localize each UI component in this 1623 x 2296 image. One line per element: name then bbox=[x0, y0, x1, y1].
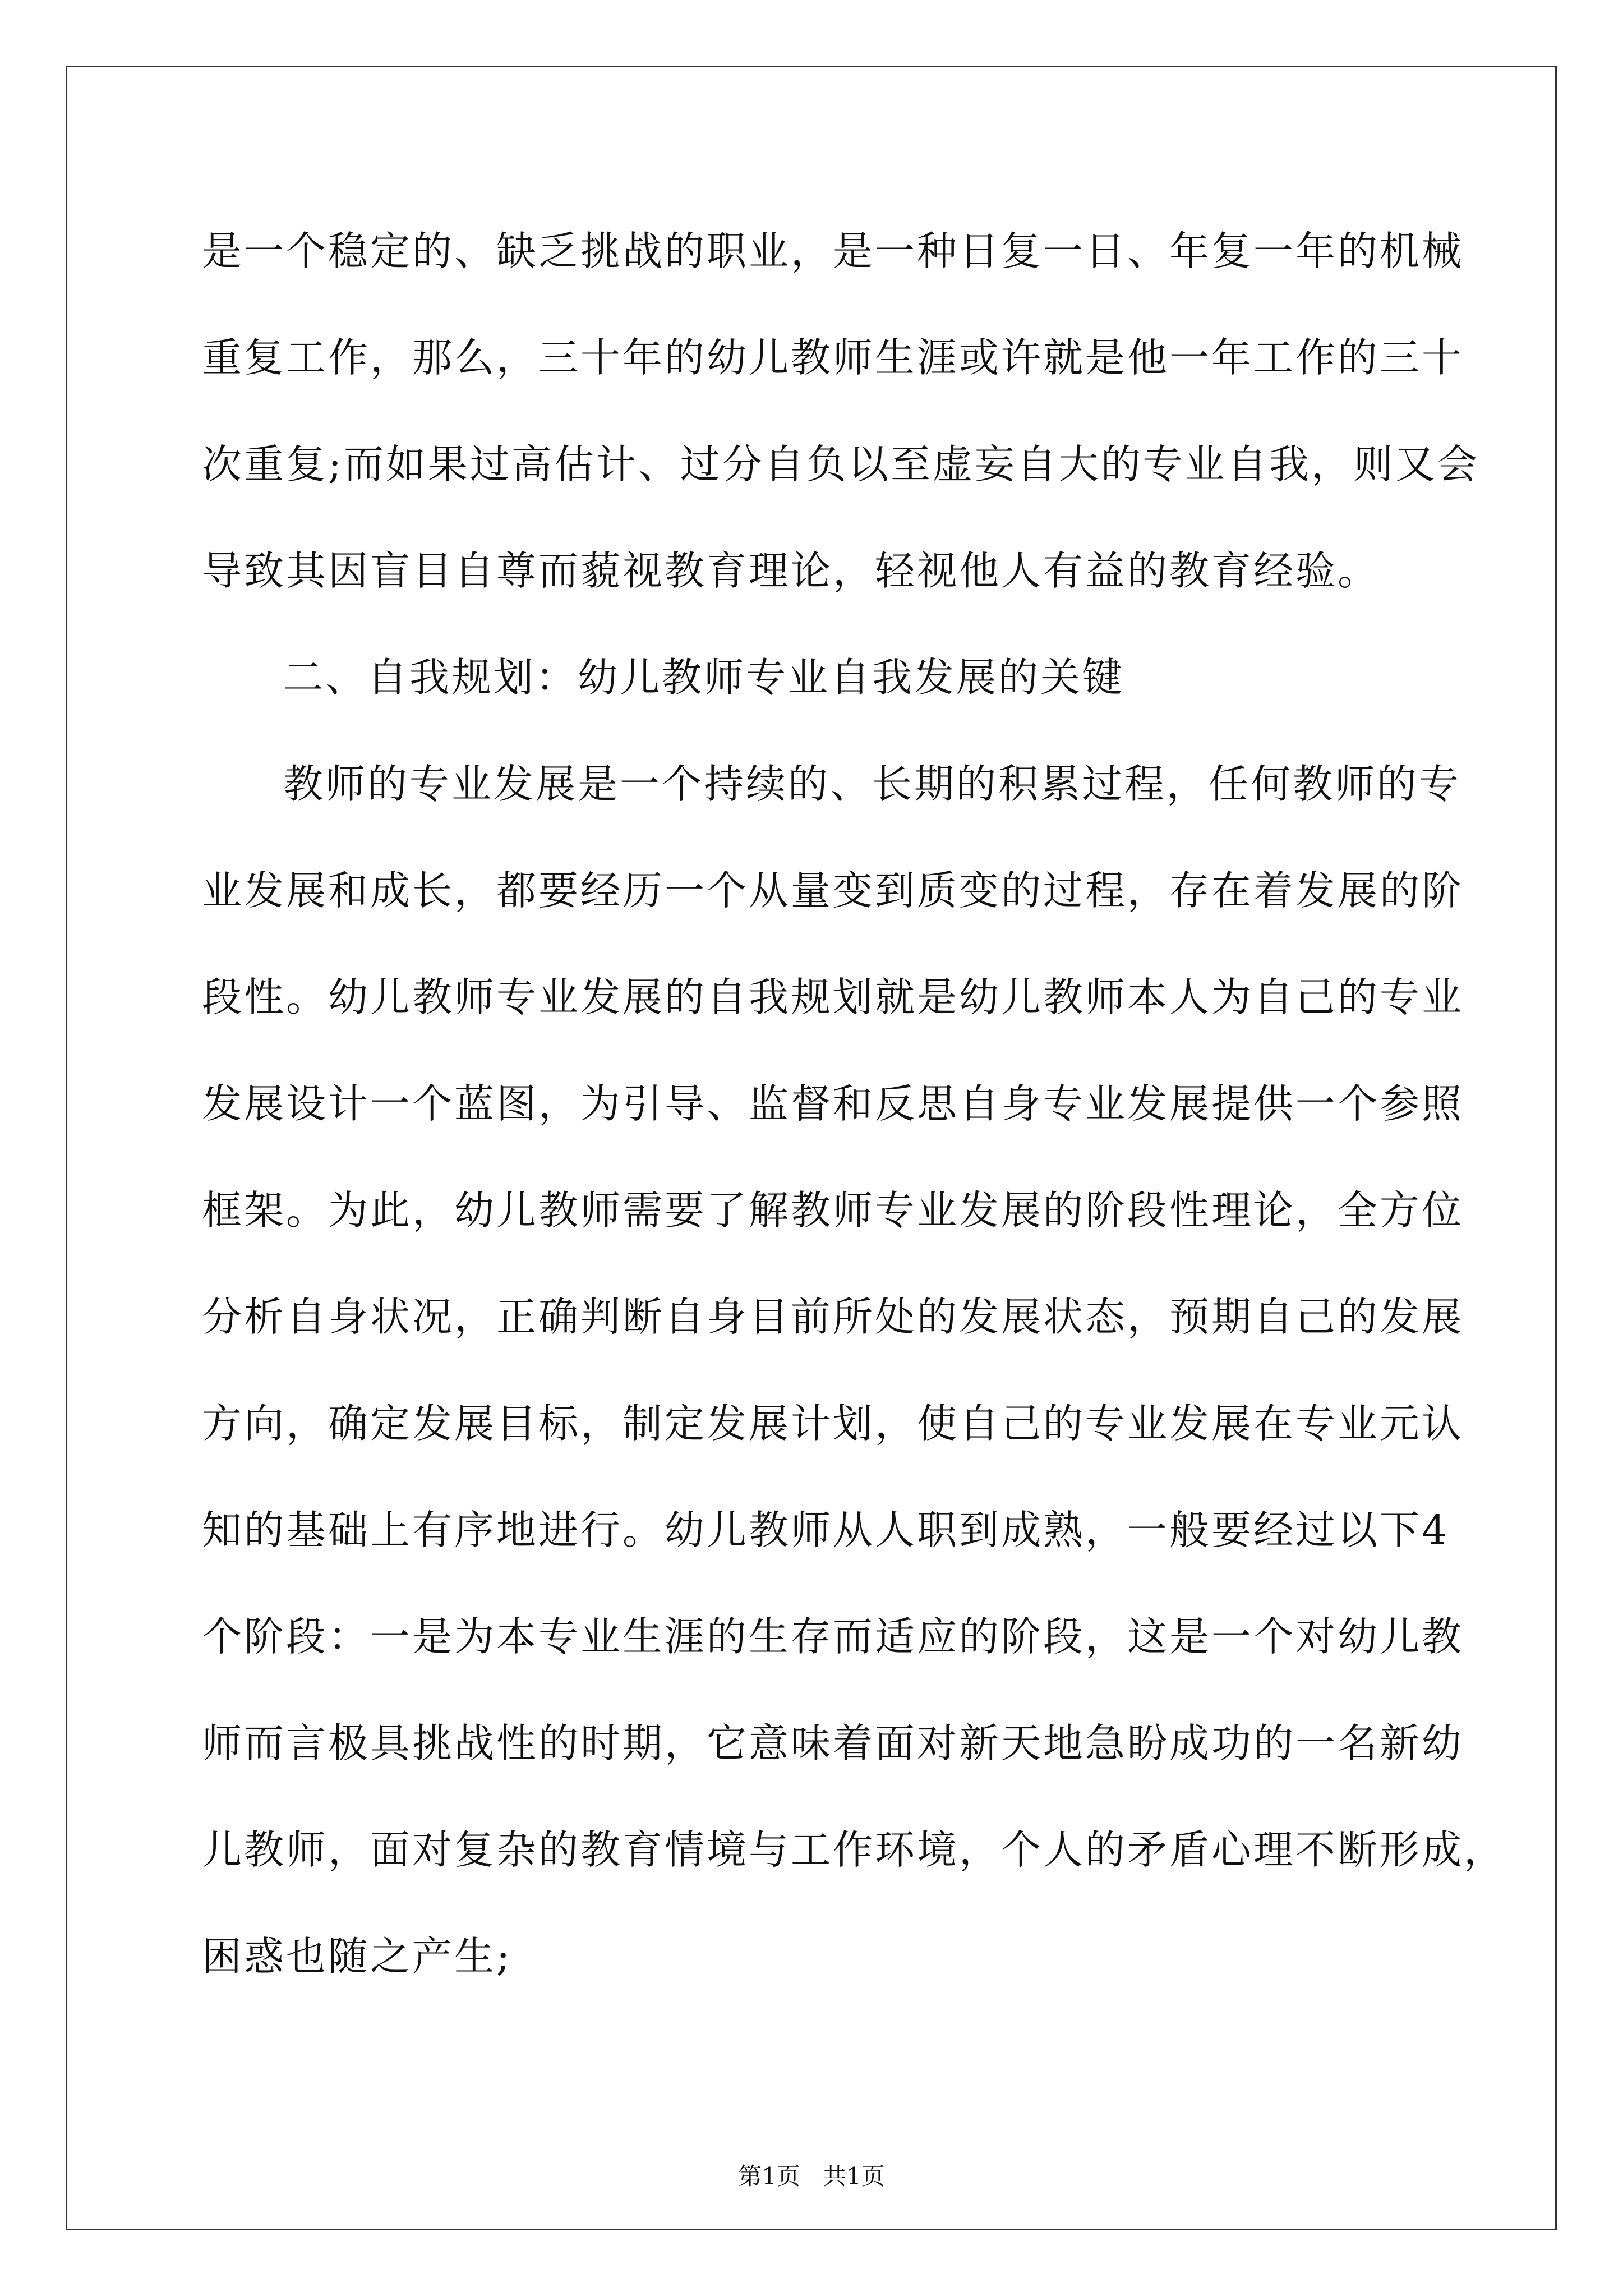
body-line-1: 是一个稳定的、缺乏挑战的职业，是一种日复一日、年复一年的机械 bbox=[202, 228, 1464, 274]
body-line-17: 困惑也随之产生; bbox=[202, 1933, 512, 1980]
body-line-9: 发展设计一个蓝图，为引导、监督和反思自身专业发展提供一个参照 bbox=[202, 1080, 1464, 1127]
body-line-4: 导致其因盲目自尊而藐视教育理论，轻视他人有益的教育经验。 bbox=[202, 547, 1380, 594]
page-border bbox=[66, 66, 1557, 2230]
body-line-11: 分析自身状况，正确判断自身目前所处的发展状态，预期自己的发展 bbox=[202, 1294, 1464, 1340]
body-line-16: 儿教师，面对复杂的教育情境与工作环境，个人的矛盾心理不断形成， bbox=[202, 1826, 1506, 1873]
body-line-12: 方向，确定发展目标，制定发展计划，使自己的专业发展在专业元认 bbox=[202, 1400, 1464, 1447]
page-footer: 第1页 共1页 bbox=[738, 2162, 885, 2190]
body-line-10: 框架。为此，幼儿教师需要了解教师专业发展的阶段性理论，全方位 bbox=[202, 1187, 1464, 1234]
body-line-15: 师而言极具挑战性的时期，它意味着面对新天地急盼成功的一名新幼 bbox=[202, 1720, 1464, 1766]
body-line-6: 教师的专业发展是一个持续的、长期的积累过程，任何教师的专 bbox=[283, 761, 1461, 807]
body-line-7: 业发展和成长，都要经历一个从量变到质变的过程，存在着发展的阶 bbox=[202, 867, 1464, 914]
body-line-13: 知的基础上有序地进行。幼儿教师从人职到成熟，一般要经过以下4 bbox=[202, 1507, 1450, 1553]
body-line-14: 个阶段：一是为本专业生涯的生存而适应的阶段，这是一个对幼儿教 bbox=[202, 1613, 1464, 1660]
body-line-8: 段性。幼儿教师专业发展的自我规划就是幼儿教师本人为自己的专业 bbox=[202, 974, 1464, 1020]
body-line-2: 重复工作，那么，三十年的幼儿教师生涯或许就是他一年工作的三十 bbox=[202, 334, 1464, 381]
section-heading: 二、自我规划：幼儿教师专业自我发展的关键 bbox=[283, 654, 1125, 701]
body-line-3: 次重复;而如果过高估计、过分自负以至虚妄自大的专业自我，则又会 bbox=[202, 441, 1479, 487]
